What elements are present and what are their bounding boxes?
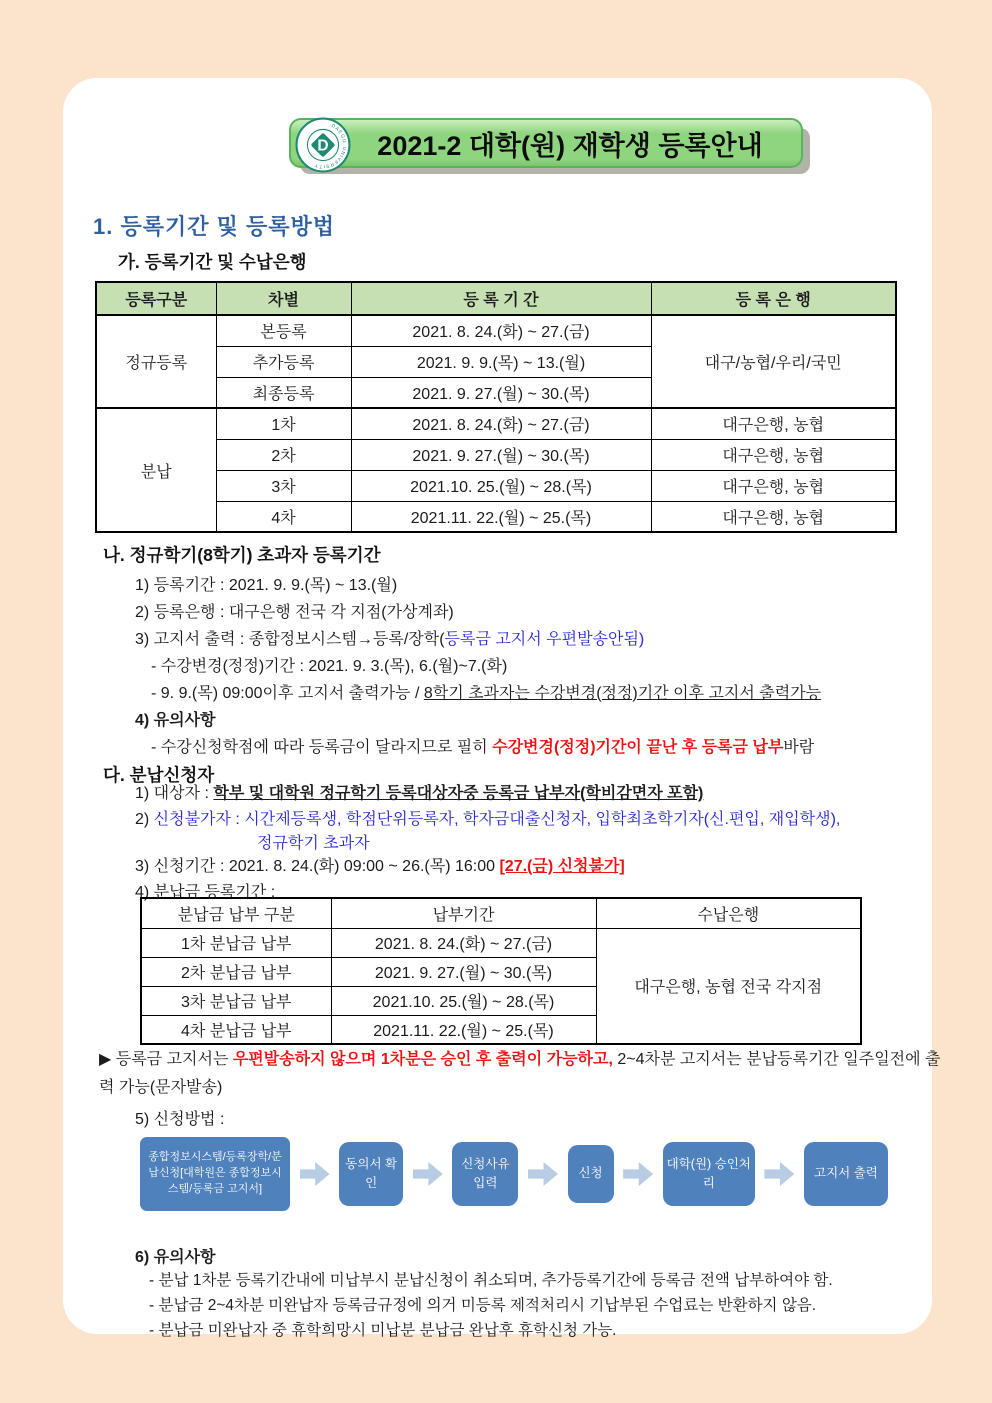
flow-step: 신청 — [568, 1145, 614, 1203]
table1-header-cell: 등 록 은 행 — [651, 282, 896, 315]
section6-body — [149, 1268, 833, 1343]
period-cell: 2021. 8. 24.(화) ~ 27.(금) — [351, 315, 651, 346]
right-arrow-icon — [764, 1161, 794, 1187]
blue-note: 신청불가자 : 시간제등록생, 학점단위등록자, 학자금대출신청자, 입학최초학기자(신.편입, 재입학생), — [153, 811, 841, 828]
list-item: 1) 대상자 : 학부 및 대학원 정규학기 등록대상자중 등록금 납부자(학비감면자 포함) — [135, 785, 704, 802]
red-warning: [27.(금) 신청불가] — [499, 858, 625, 875]
bank-cell: 대구은행, 농협 — [651, 408, 896, 439]
group-name-cell: 정규등록 — [96, 315, 216, 408]
document-panel — [63, 78, 941, 1339]
period-cell: 2021. 8. 24.(화) ~ 27.(금) — [331, 928, 596, 957]
list-item: 4) 분납금 등록기간 : — [135, 884, 276, 901]
list-subitem: 정규학기 초과자 — [257, 835, 370, 852]
period-cell: 2021. 8. 24.(화) ~ 27.(금) — [351, 408, 651, 439]
bank-cell: 대구은행, 농협 — [651, 501, 896, 532]
section1-heading: 1. 등록기간 및 등록방법 — [93, 214, 335, 239]
table2-header-row — [141, 898, 861, 928]
list-item: 2) 등록은행 : 대구은행 전국 각 지점(가상계좌) — [135, 604, 454, 621]
period-cell: 2021.10. 25.(월) ~ 28.(목) — [331, 986, 596, 1015]
table1-header-cell: 등 록 기 간 — [351, 282, 651, 315]
logo-ring-text: DAEGU UNIVERSITY — [313, 123, 347, 169]
label-cell: 4차 분납금 납부 — [141, 1015, 331, 1044]
underlined-note: 8학기 초과자는 수강변경(정정)기간 이후 고지서 출력가능 — [423, 685, 822, 702]
flow-step: 신청사유 입력 — [452, 1142, 518, 1206]
red-warning: 수강변경(정정)기간이 끝난 후 등록금 납부 — [492, 739, 784, 756]
bank-cell: 대구은행, 농협 전국 각지점 — [596, 928, 861, 1044]
table1-header-row — [96, 282, 896, 315]
round-cell: 4차 — [216, 501, 351, 532]
list-item: - 분납 1차분 등록기간내에 미납부시 분납신청이 취소되며, 추가등록기간에 등록금 전액 납부하여야 함. — [149, 1272, 833, 1289]
invoice-note: ▶ 등록금 고지서는 우편발송하지 않으며 1차분은 승인 후 출력이 가능하고, 2~4차분 고지서는 분납등록기간 일주일전에 출력 가능(문자발송) — [99, 1051, 941, 1096]
flow-step: 대학(원) 승인처리 — [663, 1142, 755, 1206]
method-label: 5) 신청방법 : — [135, 1111, 225, 1128]
round-cell: 추가등록 — [216, 346, 351, 377]
period-cell: 2021. 9. 27.(월) ~ 30.(목) — [351, 439, 651, 470]
list-item: 1) 등록기간 : 2021. 9. 9.(목) ~ 13.(월) — [135, 577, 398, 594]
page-title: 2021-2 대학(원) 재학생 등록안내 — [377, 130, 763, 161]
list-item: 2) 신청불가자 : 시간제등록생, 학점단위등록자, 학자금대출신청자, 입학최초학기자(신.편입, 재입학생), — [135, 811, 841, 828]
list-subitem: - 수강변경(정정)기간 : 2021. 9. 3.(목), 6.(월)~7.(화) — [151, 658, 508, 675]
red-warning: 우편발송하지 않으며 1차분은 승인 후 출력이 가능하고, — [232, 1051, 613, 1068]
group-name-cell: 분납 — [96, 408, 216, 532]
right-arrow-icon — [623, 1161, 653, 1187]
table1-header-cell: 등록구분 — [96, 282, 216, 315]
registration-period-table — [95, 281, 897, 533]
round-cell: 3차 — [216, 470, 351, 501]
sub-c-body — [135, 781, 840, 906]
right-arrow-icon — [413, 1161, 443, 1187]
round-cell: 본등록 — [216, 315, 351, 346]
bank-cell: 대구은행, 농협 — [651, 470, 896, 501]
sub-b-heading: 나. 정규학기(8학기) 초과자 등록기간 — [103, 545, 381, 565]
table2-header-cell: 납부기간 — [331, 898, 596, 928]
list-item: - 분납금 2~4차분 미완납자 등록금규정에 의거 미등록 제적처리시 기납부된 수업료는 반환하지 않음. — [149, 1297, 817, 1314]
triangle-bullet-icon: ▶ — [99, 1051, 112, 1068]
table-row — [141, 928, 861, 957]
table-row — [96, 408, 896, 439]
table1-header-cell: 차별 — [216, 282, 351, 315]
label-cell: 3차 분납금 납부 — [141, 986, 331, 1015]
period-cell: 2021. 9. 9.(목) ~ 13.(월) — [351, 346, 651, 377]
list-item: - 분납금 미완납자 중 휴학희망시 미납분 분납금 완납후 휴학신청 가능. — [149, 1322, 617, 1339]
table-row — [96, 470, 896, 501]
title-banner — [289, 118, 803, 170]
flow-step: 동의서 확인 — [339, 1142, 403, 1206]
period-cell: 2021.11. 22.(월) ~ 25.(목) — [351, 501, 651, 532]
bank-cell: 대구/농협/우리/국민 — [651, 315, 896, 408]
right-arrow-icon — [528, 1161, 558, 1187]
flow-step: 종합정보시스템/등록장학/분납신청[대학원은 종합정보시스템/등록금 고지서] — [140, 1137, 290, 1211]
section6-heading: 6) 유의사항 — [135, 1249, 216, 1266]
sub-b-body — [135, 572, 821, 761]
table-row — [96, 501, 896, 532]
round-cell: 2차 — [216, 439, 351, 470]
application-flow-diagram — [140, 1136, 888, 1212]
bold-underlined-target: 학부 및 대학원 정규학기 등록대상자중 등록금 납부자(학비감면자 포함) — [213, 785, 704, 802]
table-row — [96, 439, 896, 470]
period-cell: 2021.10. 25.(월) ~ 28.(목) — [351, 470, 651, 501]
period-cell: 2021. 9. 27.(월) ~ 30.(목) — [351, 377, 651, 408]
round-cell: 최종등록 — [216, 377, 351, 408]
sub-c-heading: 다. 분납신청자 — [103, 765, 215, 785]
list-item: 3) 고지서 출력 : 종합정보시스템→등록/장학(등록금 고지서 우편발송안됨) — [135, 631, 645, 648]
installment-payment-table — [140, 897, 862, 1045]
period-cell: 2021. 9. 27.(월) ~ 30.(목) — [331, 957, 596, 986]
period-cell: 2021.11. 22.(월) ~ 25.(목) — [331, 1015, 596, 1044]
round-cell: 1차 — [216, 408, 351, 439]
logo-letter: D — [317, 137, 329, 155]
university-logo-icon — [295, 117, 351, 173]
list-item: 3) 신청기간 : 2021. 8. 24.(화) 09:00 ~ 26.(목) 16:00 [27.(금) 신청불가] — [135, 858, 625, 875]
table2-header-cell: 수납은행 — [596, 898, 861, 928]
title-banner-plate — [289, 118, 803, 168]
label-cell: 1차 분납금 납부 — [141, 928, 331, 957]
right-arrow-icon — [300, 1161, 330, 1187]
list-subitem: - 수강신청학점에 따라 등록금이 달라지므로 필히 수강변경(정정)기간이 끝난 후 등록금 납부바람 — [151, 739, 815, 756]
list-subitem: - 9. 9.(목) 09:00이후 고지서 출력가능 / 8학기 초과자는 수강변경(정정)기간 이후 고지서 출력가능 — [151, 685, 822, 702]
blue-note: 등록금 고지서 우편발송안됨) — [444, 631, 645, 648]
table-row — [96, 315, 896, 346]
sub-a-heading: 가. 등록기간 및 수납은행 — [118, 252, 307, 272]
list-item: 4) 유의사항 — [135, 712, 216, 729]
table2-header-cell: 분납금 납부 구분 — [141, 898, 331, 928]
label-cell: 2차 분납금 납부 — [141, 957, 331, 986]
flow-step: 고지서 출력 — [804, 1142, 888, 1206]
bank-cell: 대구은행, 농협 — [651, 439, 896, 470]
